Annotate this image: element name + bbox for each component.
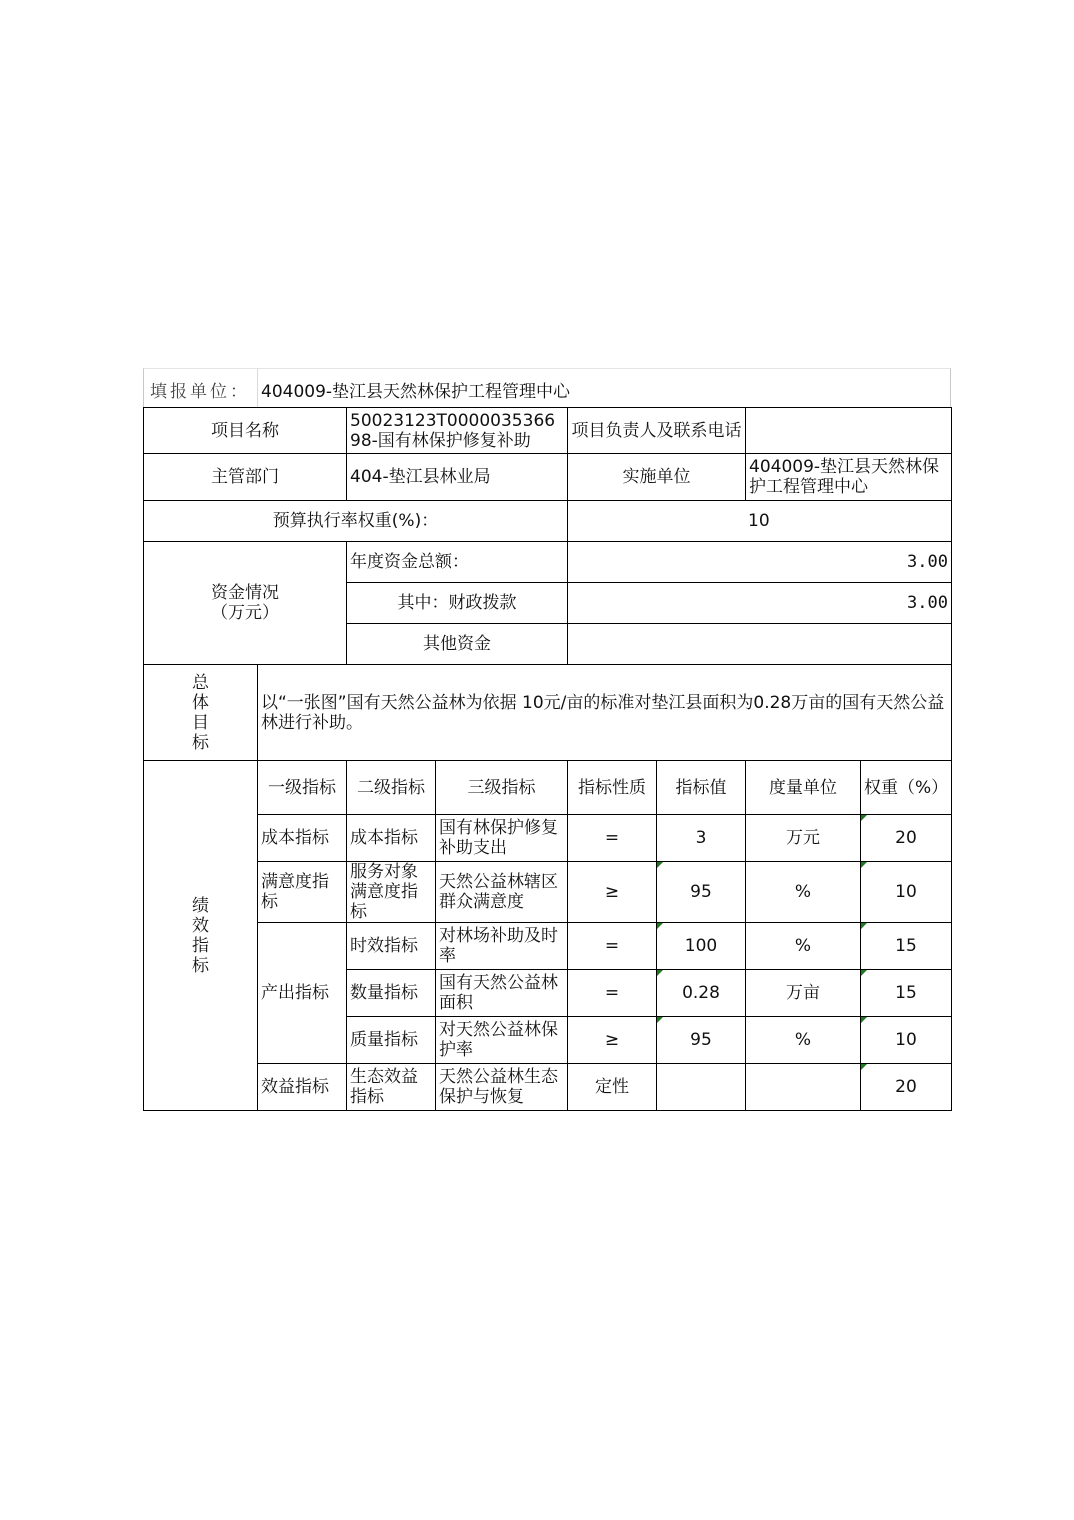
level3-cell: 对天然公益林保护率 [436, 1017, 568, 1064]
value-cell: 95 [657, 862, 746, 923]
weight-cell: 15 [861, 970, 952, 1017]
level2-cell: 时效指标 [347, 923, 436, 970]
value-cell: 0.28 [657, 970, 746, 1017]
column-header-value: 指标值 [657, 761, 746, 815]
implementing-unit-label: 实施单位 [568, 454, 746, 501]
table-row [144, 1064, 952, 1111]
level1-cell: 满意度指标 [258, 862, 347, 923]
level2-cell: 生态效益指标 [347, 1064, 436, 1111]
value-cell: 3 [657, 815, 746, 862]
overall-goal-text: 以“一张图”国有天然公益林为依据 10元/亩的标准对垫江县面积为0.28万亩的国有天然公益林进行补助。 [258, 665, 952, 761]
column-header-weight: 权重（%） [861, 761, 952, 815]
project-name-label: 项目名称 [144, 408, 347, 454]
level2-cell: 数量指标 [347, 970, 436, 1017]
level2-cell: 服务对象满意度指标 [347, 862, 436, 923]
column-header-unit: 度量单位 [746, 761, 861, 815]
value-cell [657, 1064, 746, 1111]
unit-cell [746, 1064, 861, 1111]
level3-cell: 国有天然公益林面积 [436, 970, 568, 1017]
value-cell: 100 [657, 923, 746, 970]
nature-cell: ≥ [568, 862, 657, 923]
level1-cell: 效益指标 [258, 1064, 347, 1111]
performance-sheet [143, 368, 951, 1111]
reporting-unit-label: 填报单位： [150, 382, 250, 402]
table-row [144, 815, 952, 862]
nature-cell: = [568, 923, 657, 970]
funds-total-value: 3.00 [568, 542, 952, 583]
level2-cell: 成本指标 [347, 815, 436, 862]
nature-cell: ≥ [568, 1017, 657, 1064]
level3-cell: 天然公益林辖区群众满意度 [436, 862, 568, 923]
project-name-row [144, 408, 952, 454]
level3-cell: 国有林保护修复补助支出 [436, 815, 568, 862]
reporting-unit-value: 404009-垫江县天然林保护工程管理中心 [261, 382, 571, 402]
weight-cell: 10 [861, 862, 952, 923]
nature-cell: = [568, 970, 657, 1017]
funds-total-label: 年度资金总额： [347, 542, 568, 583]
funds-label-line1: 资金情况 [211, 583, 279, 603]
column-header-level3: 三级指标 [436, 761, 568, 815]
value-cell: 95 [657, 1017, 746, 1064]
column-header-nature: 指标性质 [568, 761, 657, 815]
weight-cell: 20 [861, 815, 952, 862]
table-row [144, 862, 952, 923]
performance-label [144, 761, 258, 1111]
unit-cell: 万元 [746, 815, 861, 862]
project-table [143, 407, 952, 1111]
implementing-unit-value: 404009-垫江县天然林保护工程管理中心 [746, 454, 952, 501]
project-contact-label: 项目负责人及联系电话 [568, 408, 746, 454]
department-label: 主管部门 [144, 454, 347, 501]
funds-other-value [568, 624, 952, 665]
performance-label-text: 绩效指标 [192, 895, 209, 976]
level3-cell: 对林场补助及时率 [436, 923, 568, 970]
overall-goal-label-text: 总体目标 [192, 672, 209, 753]
budget-weight-row [144, 501, 952, 542]
project-name-value: 50023123T000003536698-国有林保护修复补助 [347, 408, 568, 454]
unit-cell: 万亩 [746, 970, 861, 1017]
level1-cell: 成本指标 [258, 815, 347, 862]
budget-weight-value: 10 [568, 501, 952, 542]
column-header-level2: 二级指标 [347, 761, 436, 815]
level2-cell: 质量指标 [347, 1017, 436, 1064]
weight-cell: 10 [861, 1017, 952, 1064]
unit-cell: % [746, 923, 861, 970]
nature-cell: = [568, 815, 657, 862]
nature-cell: 定性 [568, 1064, 657, 1111]
funds-fiscal-label: 其中：财政拨款 [347, 583, 568, 624]
project-contact-value [746, 408, 952, 454]
weight-cell: 15 [861, 923, 952, 970]
department-value: 404-垫江县林业局 [347, 454, 568, 501]
unit-cell: % [746, 862, 861, 923]
funds-other-label: 其他资金 [347, 624, 568, 665]
reporting-unit-row [143, 368, 951, 407]
table-row [144, 923, 952, 970]
level3-cell: 天然公益林生态保护与恢复 [436, 1064, 568, 1111]
funds-label [144, 542, 347, 665]
overall-goal-row [144, 665, 952, 761]
overall-goal-label [144, 665, 258, 761]
budget-weight-label: 预算执行率权重(%)： [144, 501, 568, 542]
unit-cell: % [746, 1017, 861, 1064]
department-row [144, 454, 952, 501]
funds-label-line2: （万元） [211, 603, 279, 623]
weight-cell: 20 [861, 1064, 952, 1111]
level1-cell: 产出指标 [258, 923, 347, 1064]
indicator-header-row [144, 761, 952, 815]
funds-fiscal-value: 3.00 [568, 583, 952, 624]
header-divider [257, 369, 258, 407]
funds-total-row [144, 542, 952, 583]
column-header-level1: 一级指标 [258, 761, 347, 815]
